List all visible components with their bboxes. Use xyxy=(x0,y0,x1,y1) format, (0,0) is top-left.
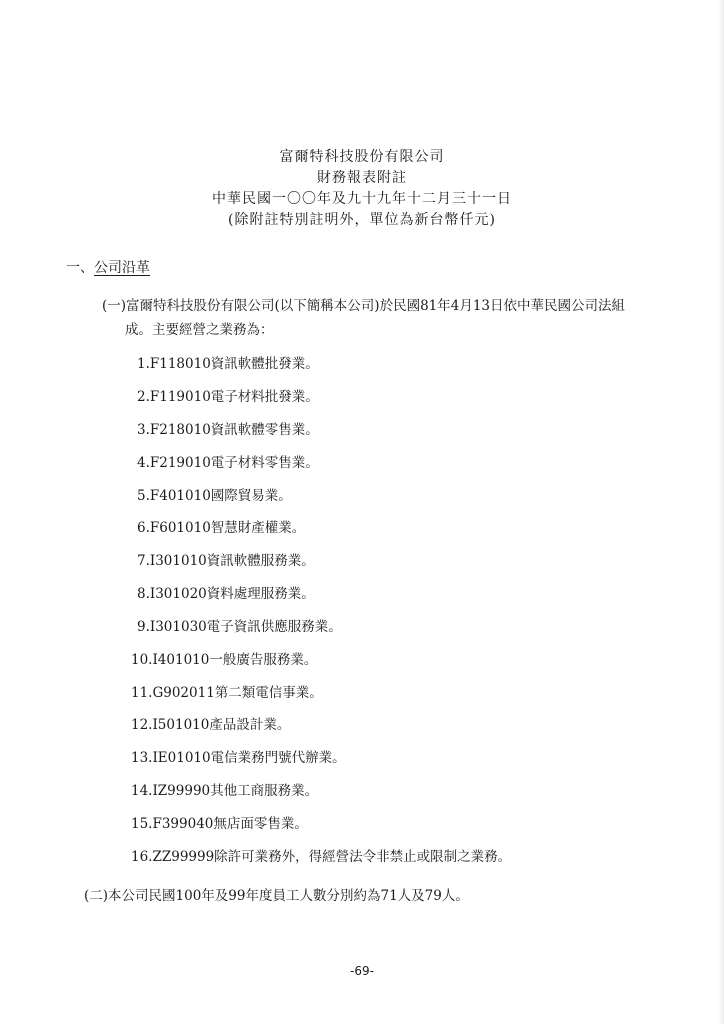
list-item: 5.F401010國際貿易業。 xyxy=(137,488,292,504)
list-item: 10.I401010一般廣告服務業。 xyxy=(131,652,318,668)
paragraph-1-line-2: 成。主要經營之業務為： xyxy=(125,322,274,338)
page-number: -69- xyxy=(350,964,374,978)
section-title-text: 公司沿革 xyxy=(94,260,150,276)
list-item: 1.F118010資訊軟體批發業。 xyxy=(137,356,319,372)
list-item: 6.F601010智慧財產權業。 xyxy=(137,520,306,536)
list-item: 8.I301020資料處理服務業。 xyxy=(137,586,315,602)
list-item: 12.I501010產品設計業。 xyxy=(131,717,291,733)
report-period: 中華民國一〇〇年及九十九年十二月三十一日 xyxy=(212,191,512,207)
document-title: 財務報表附註 xyxy=(317,170,407,186)
list-item: 13.IE01010電信業務門號代辦業。 xyxy=(131,750,346,766)
list-item: 7.I301010資訊軟體服務業。 xyxy=(137,553,315,569)
list-item: 4.F219010電子材料零售業。 xyxy=(137,455,319,471)
list-item: 9.I301030電子資訊供應服務業。 xyxy=(137,619,342,635)
list-item: 3.F218010資訊軟體零售業。 xyxy=(137,422,319,438)
paragraph-1-line-1: (一)富爾特科技股份有限公司(以下簡稱本公司)於民國81年4月13日依中華民國公司法組 xyxy=(102,298,626,314)
paragraph-2: (二)本公司民國100年及99年度員工人數分別約為71人及79人。 xyxy=(84,888,469,904)
list-item: 14.IZ99990其他工商服務業。 xyxy=(131,783,319,799)
list-item: 2.F119010電子材料批發業。 xyxy=(137,389,319,405)
list-item: 11.G902011第二類電信事業。 xyxy=(131,685,323,701)
unit-note: (除附註特別註明外，單位為新台幣仟元) xyxy=(228,212,496,228)
list-item: 15.F399040無店面零售業。 xyxy=(131,816,308,832)
list-item: 16.ZZ99999除許可業務外，得經營法令非禁止或限制之業務。 xyxy=(131,849,512,865)
section-number: 一、 xyxy=(66,260,94,276)
company-name: 富爾特科技股份有限公司 xyxy=(279,149,445,165)
